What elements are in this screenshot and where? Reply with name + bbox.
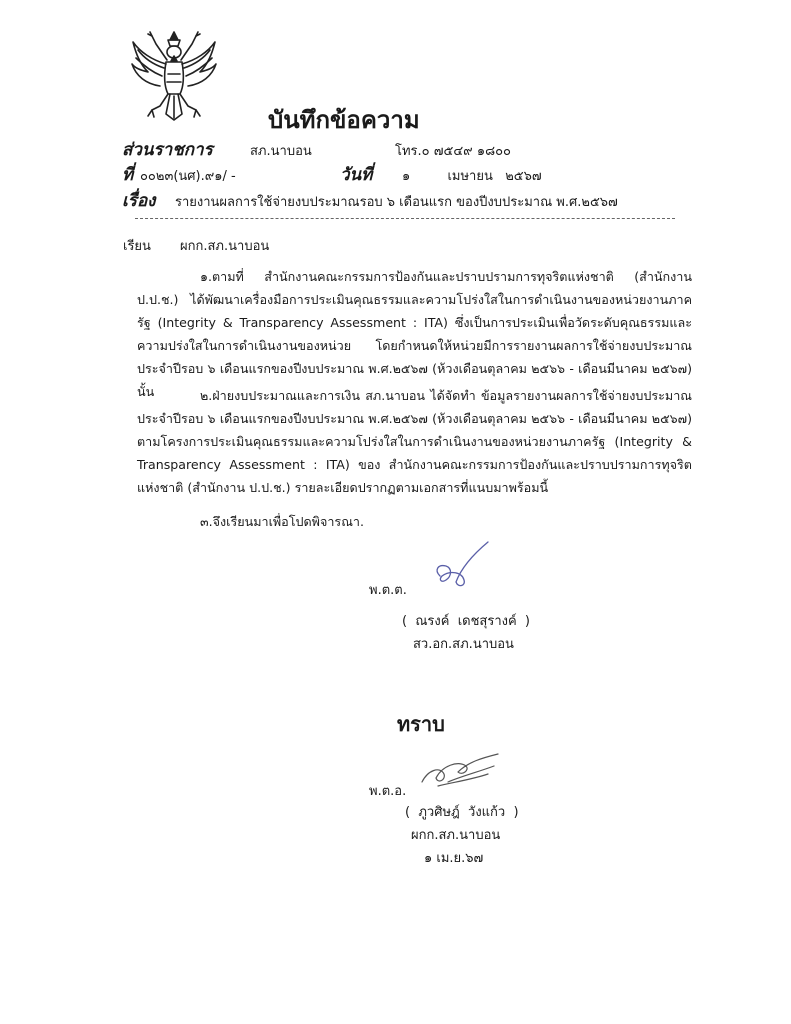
acknowledged-text: ทราบ [397,712,445,736]
signer-1-name: ( ณรงค์ เดชสุรางค์ ) [402,614,530,629]
signer-2-position: ผกก.สภ.นาบอน [411,828,501,843]
paragraph-1: ๑.ตามที่ สำนักงานคณะกรรมการป้องกันและปราบปรามการทุจริตแห่งชาติ (สำนักงาน ป.ป.ช.) ได้พัฒนาเครื่องมือการประเมินคุณธรรมและความโปร่งใสในการดำเนินงานของหน่วยงานภาครัฐ (Integrity & Transparency Assessment : ITA) ซึ่งเป็นการประเมินเพื่อวัดระดับคุณธรรมและความปร่งใสในการดำเนินงานของหน่วย โดยกำหนดให้หน่วยมีการรายงานผลการใช้จ่ายงบประมาณประจำปีรอบ ๖ เดือนแรกของปีงบประมาณ พ.ศ.๒๕๖๗ (ห้วงเดือนตุลาคม ๒๕๖๖ - เดือนมีนาคม ๒๕๖๗) นั้น [137,269,692,399]
handwritten-signature-2 [418,752,503,792]
date-label: วันที่ [340,165,373,185]
agency-value: สภ.นาบอน [250,144,312,159]
signer-2-rank: พ.ต.อ. [369,784,407,799]
phone-number: โทร.๐ ๗๕๔๙ ๑๘๐๐ [395,144,511,159]
memo-date: ๑ เมษายน ๒๕๖๗ [402,169,542,184]
signer-1-position: สว.อก.สภ.นาบอน [413,637,514,652]
paragraph-2: ๒.ฝ่ายงบประมาณและการเงิน สภ.นาบอน ได้จัดทำ ข้อมูลรายงานผลการใช้จ่ายงบประมาณประจำปีรอบ ๖ เดือนแรกของปีงบประมาณ พ.ศ.๒๕๖๗ (ห้วงเดือนตุลาคม ๒๕๖๖ - เดือนมีนาคม ๒๕๖๗) ตามโครงการประเมินคุณธรรมและความโปร่งใสในการดำเนินงานของหน่วยงานภาครัฐ (Integrity & Transparency Assessment : ITA) ของ สำนักงานคณะกรรมการป้องกันและปราบปรามการทุจริตแห่งชาติ (สำนักงาน ป.ป.ช.) รายละเอียดปรากฏตามเอกสารที่แนบมาพร้อมนี้ [137,388,692,495]
signer-2-name: ( ภูวศิษฎ์ วังแก้ว ) [405,805,519,820]
signer-1-rank: พ.ต.ต. [369,583,407,598]
agency-label: ส่วนราชการ [122,140,213,160]
reference-number: ๐๐๒๓(นศ).๙๑/ - [140,169,236,184]
salutation-recipient: ผกก.สภ.นาบอน [180,239,270,254]
header-separator [135,218,675,219]
acknowledgement-date: ๑ เม.ย.๖๗ [424,851,484,866]
garuda-emblem-icon [130,30,218,122]
reference-label: ที่ [122,165,134,185]
subject-text: รายงานผลการใช้จ่ายงบประมาณรอบ ๖ เดือนแรก ของปีงบประมาณ พ.ศ.๒๕๖๗ [175,195,618,210]
handwritten-signature-1 [428,540,493,595]
subject-label: เรื่อง [122,191,156,211]
paragraph-3: ๓.จึงเรียนมาเพื่อโปดพิจารณา. [200,514,364,529]
memo-title: บันทึกข้อความ [268,106,420,134]
salutation-label: เรียน [123,239,151,254]
